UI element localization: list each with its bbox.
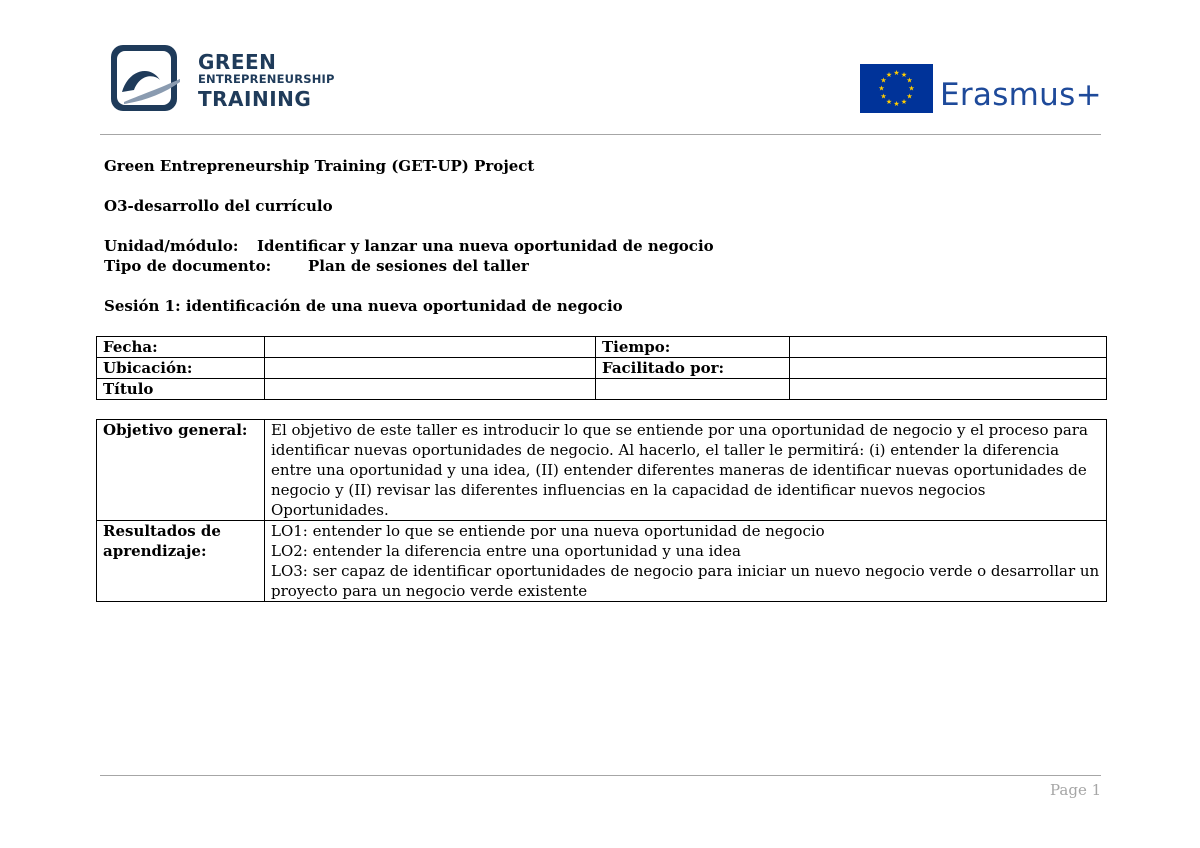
facilitator-value-cell[interactable] xyxy=(790,358,1107,379)
table-row xyxy=(97,521,1107,602)
unit-label: Unidad/módulo: xyxy=(104,237,239,255)
date-value-cell[interactable] xyxy=(265,337,596,358)
svg-text:★: ★ xyxy=(878,84,885,93)
table-row xyxy=(97,420,1107,521)
type-row xyxy=(104,256,804,276)
location-value-cell[interactable] xyxy=(265,358,596,379)
svg-text:★: ★ xyxy=(893,100,900,108)
erasmus-wordmark: Erasmus+ xyxy=(940,77,1102,113)
table-row xyxy=(97,379,1107,400)
logo-wordmark xyxy=(198,52,335,109)
facilitator-label: Facilitado por: xyxy=(596,358,790,379)
header-divider xyxy=(100,134,1101,135)
project-title: Green Entrepreneurship Training (GET-UP) Project xyxy=(104,157,535,175)
svg-text:★: ★ xyxy=(906,92,913,101)
type-value: Plan de sesiones del taller xyxy=(308,257,529,275)
title-value-cell[interactable] xyxy=(265,379,596,400)
title-label: Título xyxy=(97,379,265,400)
logo-line-training: TRAINING xyxy=(198,86,312,111)
svg-text:★: ★ xyxy=(900,98,908,106)
results-label-line-1: Resultados de xyxy=(103,522,221,540)
time-value-cell[interactable] xyxy=(790,337,1107,358)
unit-value: Identificar y lanzar una nueva oportunidad de negocio xyxy=(257,237,714,255)
outcome-lo3: LO3: ser capaz de identificar oportunidades de negocio para iniciar un nuevo negocio verde o desarrollar un proyecto para un negocio verde existente xyxy=(271,562,1100,600)
objectives-table xyxy=(96,419,1107,602)
svg-text:★: ★ xyxy=(900,71,908,79)
learning-outcomes xyxy=(265,521,1107,602)
session-info-table xyxy=(96,336,1107,400)
outcome-lo2: LO2: entender la diferencia entre una oportunidad y una idea xyxy=(271,542,741,560)
logo-emblem-icon xyxy=(110,44,180,112)
table-row xyxy=(97,337,1107,358)
logo-line-entrepreneurship: ENTREPRENEURSHIP xyxy=(198,72,335,86)
date-label: Fecha: xyxy=(97,337,265,358)
page-number: Page 1 xyxy=(1050,781,1102,799)
green-entrepreneurship-logo xyxy=(110,44,340,114)
results-label xyxy=(97,521,265,602)
svg-text:★: ★ xyxy=(880,76,887,85)
objective-text: El objetivo de este taller es introducir lo que se entiende por una oportunidad de negocio y el proceso para identificar nuevas oportunidades de negocio. Al hacerlo, el taller le permitirá: (i) entender la diferencia entre una oportunidad y una idea, (II) entender diferentes maneras de identificar nuevas oportunidades de negocio y (II) revisar las diferentes influencias en la capacidad de identificar nuevos negocios Oportunidades. xyxy=(265,420,1107,521)
time-label: Tiempo: xyxy=(596,337,790,358)
erasmus-logo xyxy=(860,64,1105,114)
eu-flag-icon xyxy=(860,64,933,113)
unit-row xyxy=(104,236,804,256)
svg-text:★: ★ xyxy=(885,71,893,79)
output-title: O3-desarrollo del currículo xyxy=(104,197,333,215)
table-row xyxy=(97,358,1107,379)
footer-divider xyxy=(100,775,1101,776)
empty-value-cell[interactable] xyxy=(790,379,1107,400)
outcome-lo1: LO1: entender lo que se entiende por una nueva oportunidad de negocio xyxy=(271,522,825,540)
svg-text:★: ★ xyxy=(885,98,893,106)
logo-line-green: GREEN xyxy=(198,50,277,74)
results-label-line-2: aprendizaje: xyxy=(103,542,207,560)
session-title: Sesión 1: identificación de una nueva oportunidad de negocio xyxy=(104,297,623,315)
empty-label-cell xyxy=(596,379,790,400)
type-label: Tipo de documento: xyxy=(104,257,272,275)
svg-text:★: ★ xyxy=(908,84,915,93)
svg-text:★: ★ xyxy=(906,76,913,85)
location-label: Ubicación: xyxy=(97,358,265,379)
objective-label: Objetivo general: xyxy=(97,420,265,521)
svg-text:★: ★ xyxy=(893,69,900,77)
svg-text:★: ★ xyxy=(880,92,887,101)
